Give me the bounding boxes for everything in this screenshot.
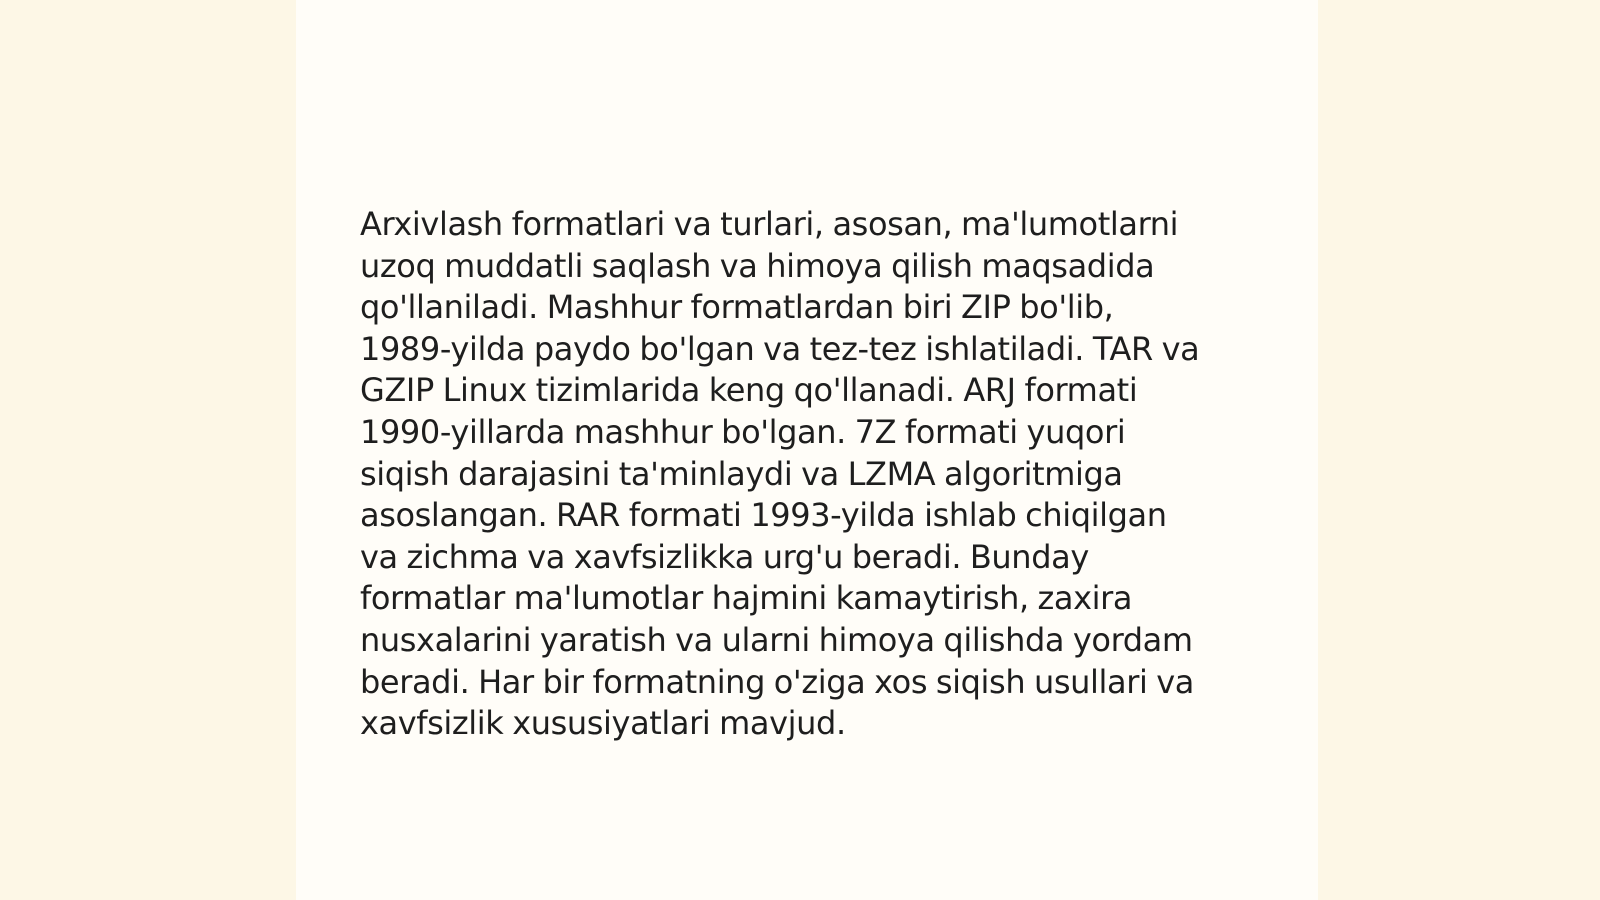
- paragraph-line: siqish darajasini ta'minlaydi va LZMA algoritmiga: [360, 454, 1123, 493]
- paragraph-line: 1989-yilda paydo bo'lgan va tez-tez ishlatiladi. TAR va: [360, 329, 1200, 368]
- document-slide: [296, 0, 1318, 900]
- paragraph-line: beradi. Har bir formatning o'ziga xos siqish usullari va: [360, 662, 1194, 701]
- body-paragraph: [360, 204, 1250, 745]
- paragraph-line: nusxalarini yaratish va ularni himoya qilishda yordam: [360, 620, 1193, 659]
- paragraph-line: GZIP Linux tizimlarida keng qo'llanadi. ARJ formati: [360, 371, 1138, 410]
- paragraph-line: asoslangan. RAR formati 1993-yilda ishlab chiqilgan: [360, 496, 1167, 535]
- paragraph-line: xavfsizlik xususiyatlari mavjud.: [360, 704, 846, 743]
- paragraph-line: Arxivlash formatlari va turlari, asosan, ma'lumotlarni: [360, 205, 1179, 243]
- paragraph-line: uzoq muddatli saqlash va himoya qilish maqsadida: [360, 246, 1155, 285]
- paragraph-line: 1990-yillarda mashhur bo'lgan. 7Z formati yuqori: [360, 412, 1126, 451]
- paragraph-line: qo'llaniladi. Mashhur formatlardan biri ZIP bo'lib,: [360, 288, 1114, 327]
- paragraph-line: formatlar ma'lumotlar hajmini kamaytirish, zaxira: [360, 579, 1133, 618]
- paragraph-line: va zichma va xavfsizlikka urg'u beradi. Bunday: [360, 537, 1089, 576]
